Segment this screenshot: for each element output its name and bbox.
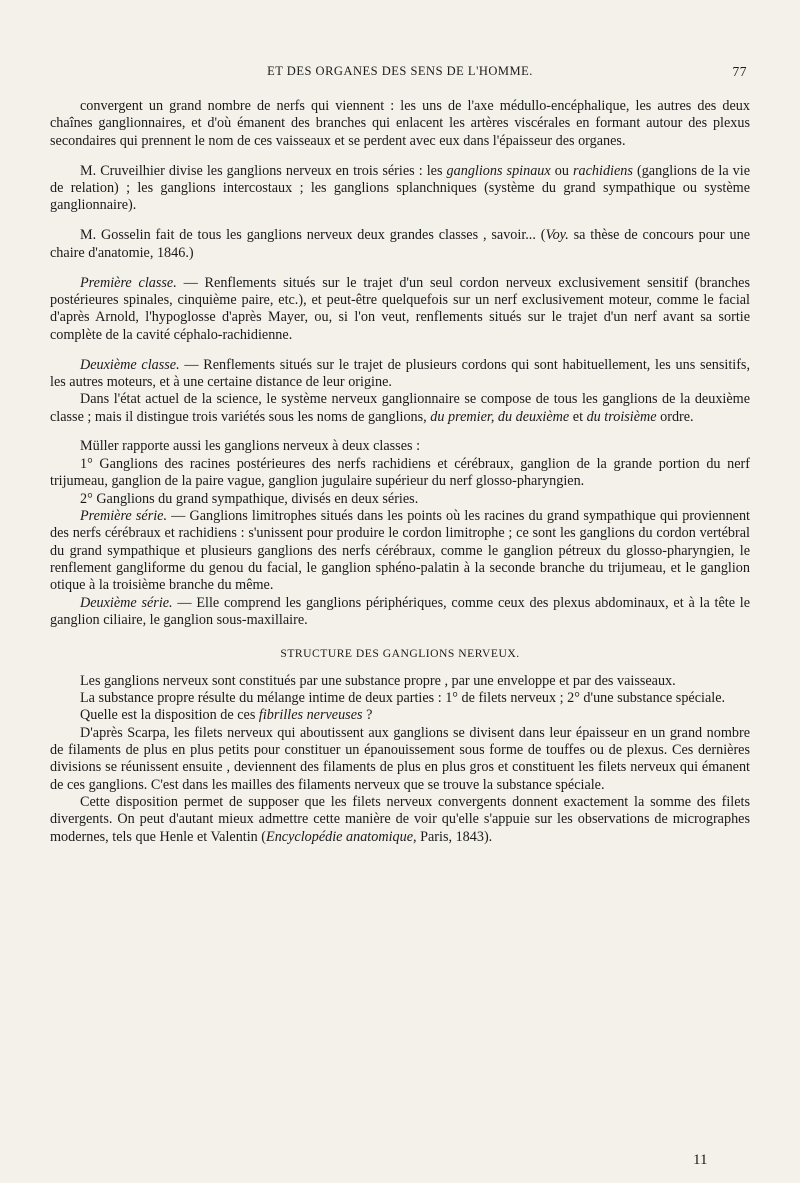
paragraph [50, 275, 750, 344]
text-run: 1° Ganglions des racines postérieures des nerfs rachidiens et cérébraux, ganglion de la grande portion du nerf trijumeau, ganglion de la paire vague, ganglion jugulaire supérieur du nerf glosso-pharyngien. [50, 455, 750, 490]
running-title: ET DES ORGANES DES SENS DE L'HOMME. [267, 64, 533, 78]
text-run: La substance propre résulte du mélange intime de deux parties : 1° de filets nerveux ; 2° d'une substance spéciale. [80, 689, 726, 706]
text-run: sa thèse de concours pour une chaire d'anatomie, 1846.) [50, 227, 750, 261]
text-run: — Renflements situés sur le trajet d'un seul cordon nerveux exclusivement sensitif (branches postérieures spinales, cinquième paire, etc.), et peut-être quelquefois sur un nerf exclusivement moteur, comme le facial d'après Arnold, l'hypoglosse d'après Mayer, ou, si l'on veut, renflements situés sur le trajet d'un nerf avant sa sortie complète de la cavité céphalo-rachidienne. [50, 274, 750, 343]
text-run: Quelle est la disposition de ces [80, 707, 259, 724]
body-text [50, 98, 750, 846]
italic-text: du premier, du deuxième [430, 408, 570, 425]
italic-text: du troisième [586, 408, 657, 425]
text-run: STRUCTURE DES GANGLIONS NERVEUX. [280, 647, 520, 661]
text-run: M. Cruveilhier divise les ganglions nerveux en trois séries : les [80, 162, 447, 179]
italic-text: rachidiens [573, 162, 633, 179]
text-run: ou [550, 162, 574, 179]
text-run: Cette disposition permet de supposer que les filets nerveux convergents donnent exactement la somme des filets divergents. On peut d'autant mieux admettre cette manière de voir qu'elle s'appuie sur les observations de micrographes modernes, tels que Henle et Valentin ( [50, 794, 750, 845]
paragraph [50, 707, 750, 724]
text-run: ? [362, 707, 373, 724]
text-run: M. Gosselin fait de tous les ganglions nerveux deux grandes classes , savoir... ( [80, 227, 546, 244]
italic-text: Deuxième série. [80, 594, 173, 611]
paragraph [50, 227, 750, 262]
signature-mark: 11 [693, 1152, 708, 1168]
paragraph [50, 163, 750, 215]
paragraph [50, 794, 750, 846]
paragraph [50, 456, 750, 491]
text-run: (ganglions de la vie de relation) ; les ganglions intercostaux ; les ganglions splanchniques (système du grand sympathique ou système ganglionnaire). [50, 162, 751, 214]
running-header [50, 64, 750, 84]
text-run: — Elle comprend les ganglions périphériques, comme ceux des plexus abdominaux, et à la tête le ganglion ciliaire, le ganglion sous-maxillaire. [50, 594, 750, 628]
text-run: et [569, 408, 587, 425]
italic-text: Première classe. [80, 274, 177, 291]
paragraph [50, 438, 750, 455]
text-run: — Renflements situés sur le trajet de plusieurs cordons qui sont habituellement, les uns sensitifs, les autres moteurs, et à une certaine distance de leur origine. [50, 356, 751, 390]
text-run: Les ganglions nerveux sont constitués par une substance propre , par une enveloppe et par des vaisseaux. [80, 672, 676, 689]
paragraph [50, 508, 750, 595]
text-run: convergent un grand nombre de nerfs qui viennent : les uns de l'axe médullo-encéphalique, les autres des deux chaînes ganglionnaires, et d'où émanent des branches qui enlacent les artères viscérales en formant autour des plexus secondaires qui prennent le nom de ces vaisseaux et se perdent avec eux dans l'épaisseur des organes. [50, 98, 750, 149]
text-run: , Paris, 1843). [413, 828, 493, 845]
paragraph [50, 673, 750, 690]
italic-text: ganglions spinaux [446, 162, 551, 179]
text-run: D'après Scarpa, les filets nerveux qui aboutissent aux ganglions se divisent dans leur épaisseur en un grand nombre de filaments de plus en plus petits pour constituer un épanouissement sous forme de touffes ou de plexus. Ces dernières divisions se réunissent ensuite , deviennent des filaments de plus en plus gros et constituent les filets nerveux qui émanent de ces ganglions. C'est dans les mailles des filaments nerveux que se trouve la substance spéciale. [50, 724, 750, 793]
italic-text: Première série. [80, 507, 167, 524]
italic-text: Voy. [545, 227, 569, 244]
italic-text: Encyclopédie anatomique [266, 828, 413, 845]
section-heading [50, 645, 750, 662]
paragraph [50, 725, 750, 794]
text-run: 2° Ganglions du grand sympathique, divisés en deux séries. [80, 490, 419, 507]
paragraph [50, 357, 750, 392]
paragraph [50, 595, 750, 630]
text-run: Müller rapporte aussi les ganglions nerveux à deux classes : [80, 438, 421, 455]
paragraph [50, 98, 750, 150]
text-run: — Ganglions limitrophes situés dans les points où les racines du grand sympathique qui proviennent des nerfs cérébraux et rachidiens : s'unissent pour produire le cordon limitrophe ; ce sont les ganglions du cordon vertébral du grand sympathique et plusieurs ganglions des nerfs cérébraux, comme le ganglion pétreux du glosso-pharyngien, le renflement gangliforme du genou du facial, le ganglion sphéno-palatin à la seconde branche du trijumeau, et le ganglion otique à la troisième branche du même. [50, 507, 750, 594]
italic-text: fibrilles nerveuses [258, 707, 363, 724]
paragraph [50, 491, 750, 508]
page-number: 77 [732, 64, 747, 79]
paragraph [50, 391, 750, 426]
paragraph [50, 690, 750, 707]
text-run: Dans l'état actuel de la science, le système nerveux ganglionnaire se compose de tous les ganglions de la deuxième classe ; mais il distingue trois variétés sous les noms de ganglions, [50, 391, 750, 425]
italic-text: Deuxième classe. [80, 356, 180, 373]
text-run: ordre. [656, 408, 694, 425]
